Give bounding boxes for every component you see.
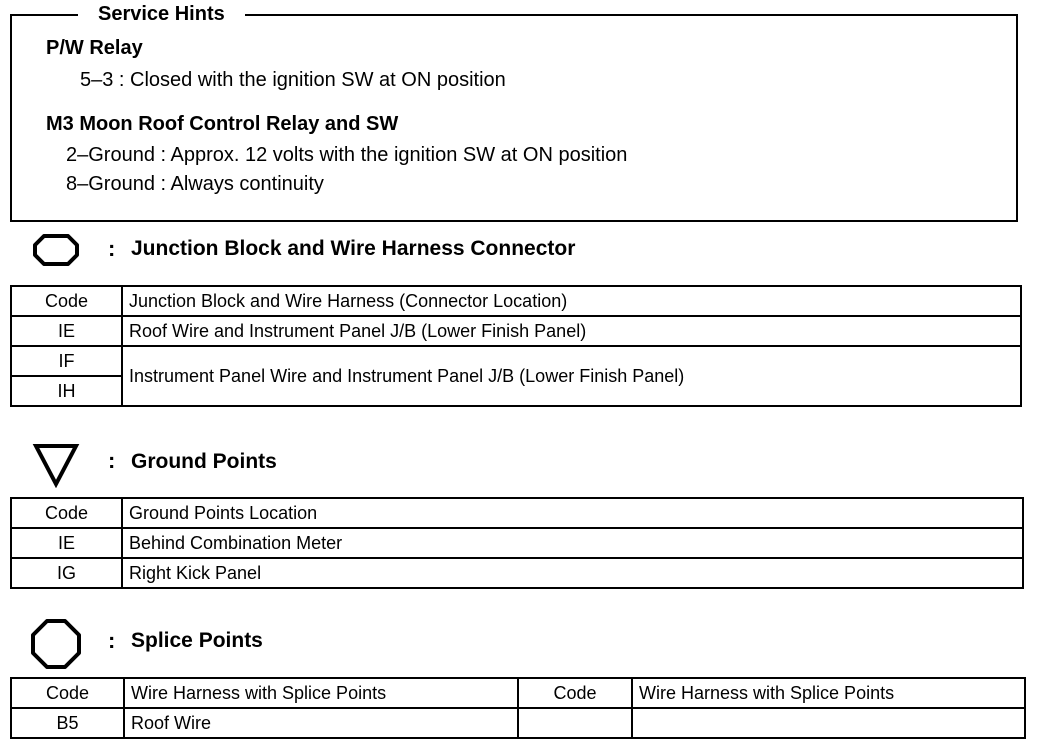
service-hints-title: Service Hints — [78, 1, 245, 27]
table-header-row — [11, 678, 1025, 708]
ground-table — [10, 497, 1024, 589]
table-row — [11, 558, 1023, 588]
row-code: IE — [11, 316, 122, 346]
splice-colon: : — [108, 628, 116, 653]
row-code: IH — [11, 376, 122, 406]
header-desc: Wire Harness with Splice Points — [124, 678, 518, 708]
row-code — [518, 708, 632, 738]
moon-roof-hint-2: 8–Ground : Always continuity — [66, 173, 324, 195]
table-row — [11, 346, 1021, 376]
header-code: Code — [518, 678, 632, 708]
moon-roof-hint-1: 2–Ground : Approx. 12 volts with the ignition SW at ON position — [66, 144, 628, 166]
row-desc: Instrument Panel Wire and Instrument Panel J/B (Lower Finish Panel) — [122, 346, 1021, 406]
row-code: IF — [11, 346, 122, 376]
row-code: IG — [11, 558, 122, 588]
row-desc: Behind Combination Meter — [122, 528, 1023, 558]
row-code: IE — [11, 528, 122, 558]
ground-colon: : — [108, 448, 116, 473]
header-desc: Junction Block and Wire Harness (Connector Location) — [122, 286, 1021, 316]
row-desc — [632, 708, 1025, 738]
junction-colon: : — [108, 236, 116, 261]
junction-section-title: Junction Block and Wire Harness Connector — [131, 237, 576, 260]
ground-triangle-icon — [32, 442, 80, 488]
ground-section-title: Ground Points — [131, 450, 277, 473]
table-header-row — [11, 286, 1021, 316]
junction-connector-icon — [32, 233, 80, 267]
table-row — [11, 708, 1025, 738]
octagon-splice-icon — [30, 618, 82, 670]
row-desc: Roof Wire and Instrument Panel J/B (Lower Finish Panel) — [122, 316, 1021, 346]
pw-relay-title: P/W Relay — [46, 37, 143, 59]
table-row — [11, 528, 1023, 558]
pw-relay-hint: 5–3 : Closed with the ignition SW at ON position — [80, 69, 506, 91]
header-desc: Wire Harness with Splice Points — [632, 678, 1025, 708]
moon-roof-relay-title: M3 Moon Roof Control Relay and SW — [46, 113, 399, 135]
header-code: Code — [11, 498, 122, 528]
row-code: B5 — [11, 708, 124, 738]
header-code: Code — [11, 286, 122, 316]
splice-section-title: Splice Points — [131, 629, 263, 652]
splice-table — [10, 677, 1026, 739]
row-desc: Roof Wire — [124, 708, 518, 738]
junction-table — [10, 285, 1022, 407]
table-header-row — [11, 498, 1023, 528]
header-code: Code — [11, 678, 124, 708]
row-desc: Right Kick Panel — [122, 558, 1023, 588]
header-desc: Ground Points Location — [122, 498, 1023, 528]
table-row — [11, 316, 1021, 346]
